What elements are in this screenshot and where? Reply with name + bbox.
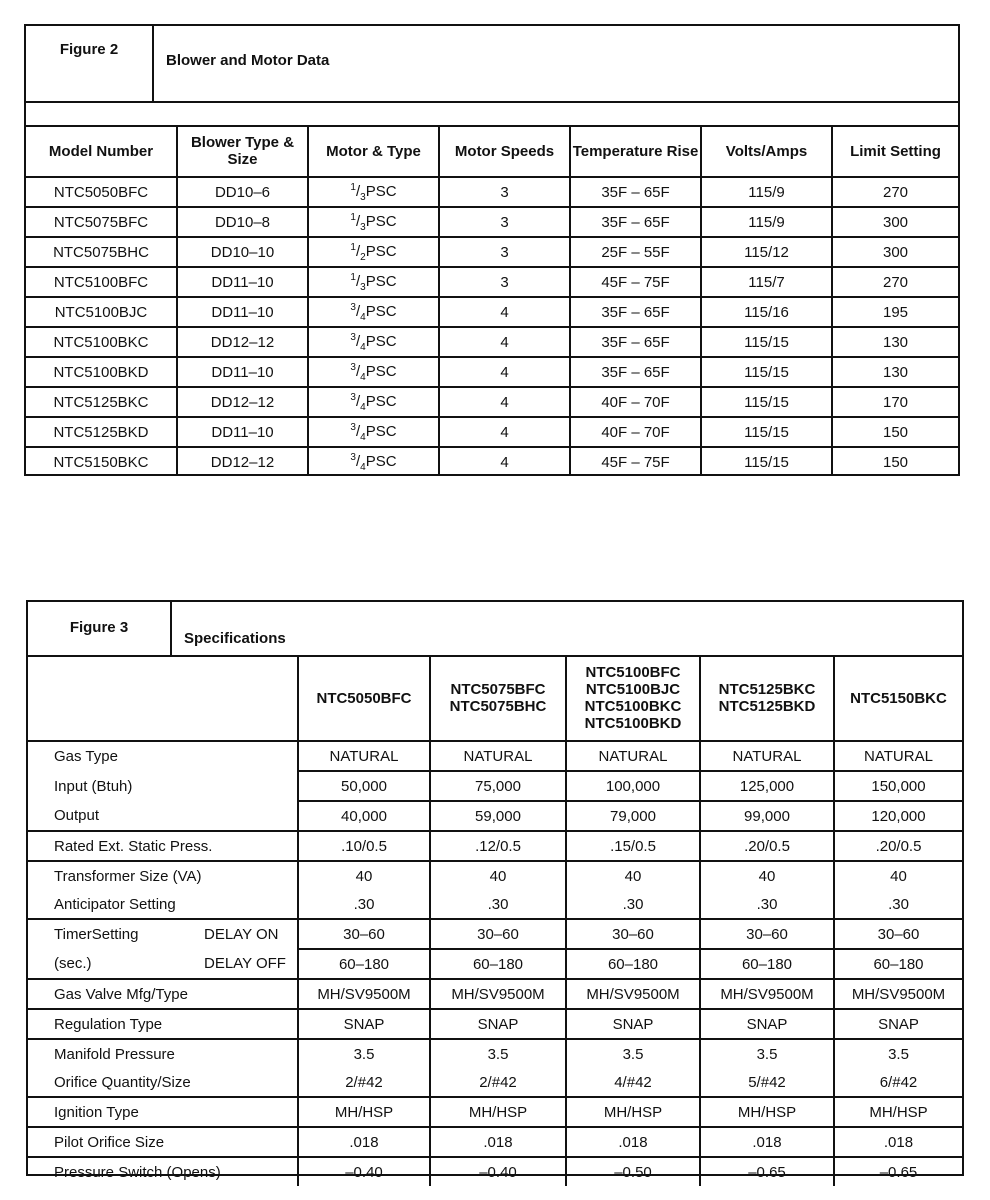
- temperature-rise-cell: 45F – 75F: [570, 447, 701, 476]
- volts-amps-cell: 115/15: [701, 357, 832, 387]
- limit-setting-cell: 195: [832, 297, 958, 327]
- spec-label-cell: [28, 1127, 298, 1157]
- blower-type-cell: DD12–12: [177, 327, 308, 357]
- motor-speeds-cell: 3: [439, 177, 570, 207]
- table-header-row: [26, 126, 958, 177]
- spec-value-cell: 30–60: [700, 919, 834, 949]
- blower-type-cell: DD12–12: [177, 387, 308, 417]
- spec-label-cell: [28, 1009, 298, 1039]
- spec-value-cell: .018: [430, 1127, 566, 1157]
- table-row: [28, 1127, 962, 1157]
- fraction-slash: /: [355, 272, 361, 290]
- volts-amps-cell: 115/16: [701, 297, 832, 327]
- motor-hp-denominator: 4: [360, 341, 366, 353]
- model-number: NTC5100BFC: [585, 664, 681, 681]
- fraction-slash: /: [355, 212, 361, 230]
- col-header-volts-amps: Volts/Amps: [701, 126, 832, 177]
- spec-value-cell: 6/#42: [834, 1068, 962, 1097]
- spec-value-cell: 60–180: [566, 949, 700, 979]
- spec-value-cell: .20/0.5: [834, 831, 962, 861]
- motor-type-cell: [308, 327, 439, 357]
- motor-hp-numerator: 3: [350, 301, 356, 313]
- spec-label: Pilot Orifice Size: [54, 1133, 165, 1151]
- table-row: [26, 237, 958, 267]
- motor-speeds-cell: 3: [439, 237, 570, 267]
- motor-speeds-cell: 4: [439, 417, 570, 447]
- spec-value-cell: .018: [834, 1127, 962, 1157]
- spec-value-cell: .10/0.5: [298, 831, 430, 861]
- spec-value-cell: 59,000: [430, 801, 566, 831]
- col-header-temperature-rise: Temperature Rise: [570, 126, 701, 177]
- spec-value-cell: 150,000: [834, 771, 962, 801]
- model-number-cell: NTC5125BKD: [26, 417, 177, 447]
- blower-type-cell: DD11–10: [177, 267, 308, 297]
- spec-value-cell: .30: [430, 890, 566, 919]
- spec-value-cell: SNAP: [298, 1009, 430, 1039]
- model-number: NTC5125BKC: [718, 681, 816, 698]
- spec-value-cell: NATURAL: [430, 741, 566, 771]
- spec-value-cell: 4/#42: [566, 1068, 700, 1097]
- spec-value-cell: 40: [298, 861, 430, 890]
- motor-hp-numerator: 1: [350, 211, 356, 223]
- limit-setting-cell: 130: [832, 357, 958, 387]
- table-row: [26, 417, 958, 447]
- spec-value-cell: 30–60: [430, 919, 566, 949]
- figure-3-title: Specifications: [184, 630, 286, 647]
- blower-motor-table-body: [26, 177, 958, 476]
- model-column-header: [566, 656, 700, 741]
- spec-label-cell: [28, 1039, 298, 1068]
- model-number: NTC5100BKC: [584, 698, 682, 715]
- motor-hp-numerator: 3: [350, 331, 356, 343]
- spec-value-cell: 75,000: [430, 771, 566, 801]
- specifications-table-body: [28, 741, 962, 1186]
- figure-2-blank-row: [26, 101, 958, 127]
- motor-speeds-cell: 4: [439, 387, 570, 417]
- spec-value-cell: 40,000: [298, 801, 430, 831]
- table-row: [26, 357, 958, 387]
- limit-setting-cell: 150: [832, 417, 958, 447]
- spec-label-cell: [28, 741, 298, 771]
- table-row: [26, 327, 958, 357]
- volts-amps-cell: 115/15: [701, 327, 832, 357]
- motor-type-text: PSC: [365, 242, 397, 260]
- motor-hp-numerator: 3: [350, 361, 356, 373]
- spec-label: Regulation Type: [54, 1015, 163, 1033]
- model-number-cell: NTC5150BKC: [26, 447, 177, 476]
- motor-type-text: PSC: [365, 422, 397, 440]
- volts-amps-cell: 115/9: [701, 177, 832, 207]
- figure-2-title: Blower and Motor Data: [166, 52, 330, 69]
- temperature-rise-cell: 40F – 70F: [570, 387, 701, 417]
- spec-value-cell: NATURAL: [298, 741, 430, 771]
- spec-label: TimerSetting: [54, 926, 139, 943]
- spec-value-cell: 40: [566, 861, 700, 890]
- motor-type-cell: [308, 357, 439, 387]
- col-header-blower-type-text: Blower Type & Size: [190, 134, 295, 168]
- spec-value-cell: .20/0.5: [700, 831, 834, 861]
- volts-amps-cell: 115/12: [701, 237, 832, 267]
- spec-value-cell: –0.50: [566, 1157, 700, 1186]
- spec-label: Pressure Switch (Opens): [54, 1163, 221, 1181]
- spec-value-cell: 40: [834, 861, 962, 890]
- spec-value-cell: .15/0.5: [566, 831, 700, 861]
- limit-setting-cell: 150: [832, 447, 958, 476]
- motor-type-cell: [308, 237, 439, 267]
- model-number: NTC5150BKC: [850, 689, 947, 707]
- fraction-slash: /: [355, 332, 361, 350]
- table-row: [28, 741, 962, 771]
- spec-value-cell: 5/#42: [700, 1068, 834, 1097]
- blower-motor-data-table: [26, 126, 958, 476]
- spec-value-cell: 120,000: [834, 801, 962, 831]
- spec-value-cell: 60–180: [700, 949, 834, 979]
- spec-value-cell: 100,000: [566, 771, 700, 801]
- motor-type-cell: [308, 417, 439, 447]
- model-number-cell: NTC5125BKC: [26, 387, 177, 417]
- spec-value-cell: NATURAL: [700, 741, 834, 771]
- motor-type-cell: [308, 267, 439, 297]
- table-row: [28, 861, 962, 890]
- motor-speeds-cell: 3: [439, 207, 570, 237]
- table-row: [28, 801, 962, 831]
- col-header-model-number: Model Number: [26, 126, 177, 177]
- table-row: [28, 949, 962, 979]
- spec-value-cell: .018: [298, 1127, 430, 1157]
- col-header-motor-speeds: Motor Speeds: [439, 126, 570, 177]
- spec-value-cell: 3.5: [298, 1039, 430, 1068]
- motor-hp-denominator: 4: [360, 311, 366, 323]
- table-row: [28, 919, 962, 949]
- motor-hp-denominator: 3: [360, 191, 366, 203]
- motor-hp-denominator: 4: [360, 401, 366, 413]
- spec-value-cell: 3.5: [566, 1039, 700, 1068]
- volts-amps-cell: 115/9: [701, 207, 832, 237]
- spec-value-cell: MH/HSP: [700, 1097, 834, 1127]
- model-number-cell: NTC5075BFC: [26, 207, 177, 237]
- motor-hp-numerator: 3: [350, 451, 356, 463]
- motor-type-text: PSC: [365, 362, 397, 380]
- motor-type-cell: [308, 447, 439, 476]
- temperature-rise-cell: 25F – 55F: [570, 237, 701, 267]
- spec-label: Manifold Pressure: [54, 1045, 175, 1063]
- table-row: [28, 979, 962, 1009]
- temperature-rise-cell: 35F – 65F: [570, 327, 701, 357]
- volts-amps-cell: 115/15: [701, 447, 832, 476]
- spec-value-cell: 40: [700, 861, 834, 890]
- motor-type-cell: [308, 387, 439, 417]
- table-row: [26, 447, 958, 476]
- spec-label-cell: [28, 979, 298, 1009]
- spec-value-cell: 30–60: [566, 919, 700, 949]
- model-number-cell: NTC5100BKD: [26, 357, 177, 387]
- limit-setting-cell: 270: [832, 267, 958, 297]
- motor-hp-denominator: 4: [360, 431, 366, 443]
- temperature-rise-cell: 35F – 65F: [570, 297, 701, 327]
- temperature-rise-cell: 45F – 75F: [570, 267, 701, 297]
- model-column-header: [430, 656, 566, 741]
- spec-value-cell: .018: [700, 1127, 834, 1157]
- fraction-slash: /: [355, 182, 361, 200]
- spec-value-cell: MH/SV9500M: [700, 979, 834, 1009]
- table-row: [28, 1068, 962, 1097]
- figure-2-blower-motor-table: [24, 24, 960, 476]
- fraction-slash: /: [355, 422, 361, 440]
- blower-type-cell: DD12–12: [177, 447, 308, 476]
- motor-hp-denominator: 3: [360, 281, 366, 293]
- spec-value-cell: 79,000: [566, 801, 700, 831]
- limit-setting-cell: 130: [832, 327, 958, 357]
- spec-label-cell: [28, 1157, 298, 1186]
- spec-label-cell: [28, 861, 298, 890]
- spec-value-cell: SNAP: [834, 1009, 962, 1039]
- model-number-cell: NTC5050BFC: [26, 177, 177, 207]
- temperature-rise-cell: 40F – 70F: [570, 417, 701, 447]
- motor-hp-numerator: 3: [350, 421, 356, 433]
- model-number: NTC5125BKD: [718, 698, 816, 715]
- motor-hp-numerator: 1: [350, 181, 356, 193]
- temperature-rise-cell: 35F – 65F: [570, 357, 701, 387]
- motor-speeds-cell: 4: [439, 327, 570, 357]
- col-header-blank: [28, 656, 298, 741]
- volts-amps-cell: 115/15: [701, 417, 832, 447]
- spec-value-cell: MH/SV9500M: [430, 979, 566, 1009]
- blower-type-cell: DD10–8: [177, 207, 308, 237]
- spec-value-cell: 60–180: [298, 949, 430, 979]
- blower-type-cell: DD11–10: [177, 417, 308, 447]
- figure-3-label: Figure 3: [28, 602, 172, 655]
- spec-value-cell: .12/0.5: [430, 831, 566, 861]
- spec-value-cell: 2/#42: [298, 1068, 430, 1097]
- spec-value-cell: .30: [298, 890, 430, 919]
- model-number: NTC5075BFC: [450, 681, 546, 698]
- table-row: [26, 387, 958, 417]
- table-row: [28, 831, 962, 861]
- motor-type-cell: [308, 297, 439, 327]
- spec-label: Anticipator Setting: [54, 895, 176, 913]
- blower-type-cell: DD11–10: [177, 297, 308, 327]
- spec-value-cell: 2/#42: [430, 1068, 566, 1097]
- motor-hp-denominator: 4: [360, 371, 366, 383]
- spec-value-cell: MH/SV9500M: [298, 979, 430, 1009]
- motor-hp-numerator: 1: [350, 271, 356, 283]
- model-number: NTC5100BJC: [585, 681, 681, 698]
- spec-value-cell: MH/HSP: [834, 1097, 962, 1127]
- blower-type-cell: DD10–6: [177, 177, 308, 207]
- model-column-header: [834, 656, 962, 741]
- model-number-cell: NTC5100BJC: [26, 297, 177, 327]
- spec-value-cell: –0.65: [834, 1157, 962, 1186]
- temperature-rise-cell: 35F – 65F: [570, 207, 701, 237]
- spec-value-cell: 30–60: [834, 919, 962, 949]
- spec-sublabel: DELAY OFF: [204, 955, 286, 972]
- table-row: [28, 1009, 962, 1039]
- motor-hp-denominator: 2: [360, 251, 366, 263]
- spec-value-cell: .30: [834, 890, 962, 919]
- limit-setting-cell: 170: [832, 387, 958, 417]
- motor-type-text: PSC: [365, 182, 397, 200]
- motor-speeds-cell: 3: [439, 267, 570, 297]
- volts-amps-cell: 115/15: [701, 387, 832, 417]
- model-number-cell: NTC5100BKC: [26, 327, 177, 357]
- spec-value-cell: 50,000: [298, 771, 430, 801]
- motor-speeds-cell: 4: [439, 357, 570, 387]
- limit-setting-cell: 300: [832, 237, 958, 267]
- spec-label-cell: [28, 831, 298, 861]
- table-row: [28, 1157, 962, 1186]
- spec-value-cell: SNAP: [566, 1009, 700, 1039]
- figure-2-label: Figure 2: [26, 26, 154, 101]
- spec-value-cell: –0.65: [700, 1157, 834, 1186]
- spec-value-cell: SNAP: [430, 1009, 566, 1039]
- spec-value-cell: .30: [566, 890, 700, 919]
- table-row: [26, 177, 958, 207]
- fraction-slash: /: [355, 242, 361, 260]
- table-row: [28, 1039, 962, 1068]
- volts-amps-cell: 115/7: [701, 267, 832, 297]
- motor-type-text: PSC: [365, 302, 397, 320]
- fraction-slash: /: [355, 392, 361, 410]
- spec-value-cell: MH/HSP: [298, 1097, 430, 1127]
- spec-value-cell: MH/SV9500M: [834, 979, 962, 1009]
- spec-value-cell: .018: [566, 1127, 700, 1157]
- model-column-header: [298, 656, 430, 741]
- fraction-slash: /: [355, 362, 361, 380]
- spec-value-cell: –0.40: [430, 1157, 566, 1186]
- blower-type-cell: DD11–10: [177, 357, 308, 387]
- table-row: [28, 1097, 962, 1127]
- specifications-table: [28, 656, 962, 1186]
- spec-value-cell: 99,000: [700, 801, 834, 831]
- spec-value-cell: 60–180: [834, 949, 962, 979]
- model-number-cell: NTC5100BFC: [26, 267, 177, 297]
- table-row: [26, 297, 958, 327]
- fraction-slash: /: [355, 302, 361, 320]
- spec-value-cell: 40: [430, 861, 566, 890]
- table-row: [26, 207, 958, 237]
- spec-label-cell: [28, 801, 298, 831]
- motor-hp-numerator: 3: [350, 391, 356, 403]
- figure-3-specifications-table: [26, 600, 964, 1181]
- motor-speeds-cell: 4: [439, 447, 570, 476]
- table-header-row: [28, 656, 962, 741]
- motor-type-text: PSC: [365, 392, 397, 410]
- motor-type-text: PSC: [365, 452, 397, 470]
- limit-setting-cell: 300: [832, 207, 958, 237]
- spec-label: Ignition Type: [54, 1103, 139, 1121]
- spec-label-cell: [28, 1097, 298, 1127]
- spec-value-cell: 125,000: [700, 771, 834, 801]
- spec-value-cell: NATURAL: [566, 741, 700, 771]
- table-row: [28, 890, 962, 919]
- model-number: NTC5050BFC: [316, 689, 412, 707]
- col-header-limit-setting: Limit Setting: [832, 126, 958, 177]
- spec-value-cell: 3.5: [430, 1039, 566, 1068]
- table-row: [26, 267, 958, 297]
- col-header-motor-type: Motor & Type: [308, 126, 439, 177]
- table-row: [28, 771, 962, 801]
- spec-value-cell: MH/HSP: [566, 1097, 700, 1127]
- spec-label-cell: [28, 890, 298, 919]
- motor-speeds-cell: 4: [439, 297, 570, 327]
- motor-type-text: PSC: [365, 272, 397, 290]
- blower-type-cell: DD10–10: [177, 237, 308, 267]
- motor-type-text: PSC: [365, 212, 397, 230]
- spec-label: Gas Valve Mfg/Type: [54, 985, 188, 1003]
- spec-label: Gas Type: [54, 748, 118, 765]
- temperature-rise-cell: 35F – 65F: [570, 177, 701, 207]
- spec-value-cell: SNAP: [700, 1009, 834, 1039]
- model-number-cell: NTC5075BHC: [26, 237, 177, 267]
- spec-value-cell: .30: [700, 890, 834, 919]
- spec-label-cell: [28, 771, 298, 801]
- model-column-header: [700, 656, 834, 741]
- motor-type-text: PSC: [365, 332, 397, 350]
- spec-value-cell: –0.40: [298, 1157, 430, 1186]
- spec-value-cell: MH/SV9500M: [566, 979, 700, 1009]
- spec-label: Output: [54, 807, 100, 824]
- model-number: NTC5075BHC: [449, 698, 547, 715]
- spec-label-cell: [28, 949, 298, 979]
- spec-sublabel: DELAY ON: [204, 926, 279, 943]
- figure-2-header: [26, 26, 958, 103]
- motor-type-cell: [308, 177, 439, 207]
- spec-label: (sec.): [54, 955, 92, 972]
- motor-hp-denominator: 4: [360, 461, 366, 473]
- spec-label-cell: [28, 919, 298, 949]
- spec-value-cell: 3.5: [700, 1039, 834, 1068]
- motor-type-cell: [308, 207, 439, 237]
- spec-label: Rated Ext. Static Press.: [54, 837, 213, 855]
- spec-label-cell: [28, 1068, 298, 1097]
- limit-setting-cell: 270: [832, 177, 958, 207]
- spec-label: Transformer Size (VA): [54, 867, 202, 885]
- spec-value-cell: NATURAL: [834, 741, 962, 771]
- spec-label: Orifice Quantity/Size: [54, 1073, 191, 1091]
- spec-value-cell: 30–60: [298, 919, 430, 949]
- fraction-slash: /: [355, 452, 361, 470]
- spec-value-cell: MH/HSP: [430, 1097, 566, 1127]
- spec-value-cell: 3.5: [834, 1039, 962, 1068]
- motor-hp-numerator: 1: [350, 241, 356, 253]
- figure-3-header: [28, 602, 962, 657]
- col-header-blower-type: [177, 126, 308, 177]
- motor-hp-denominator: 3: [360, 221, 366, 233]
- spec-label: Input (Btuh): [54, 777, 133, 795]
- model-number: NTC5100BKD: [584, 715, 682, 732]
- spec-value-cell: 60–180: [430, 949, 566, 979]
